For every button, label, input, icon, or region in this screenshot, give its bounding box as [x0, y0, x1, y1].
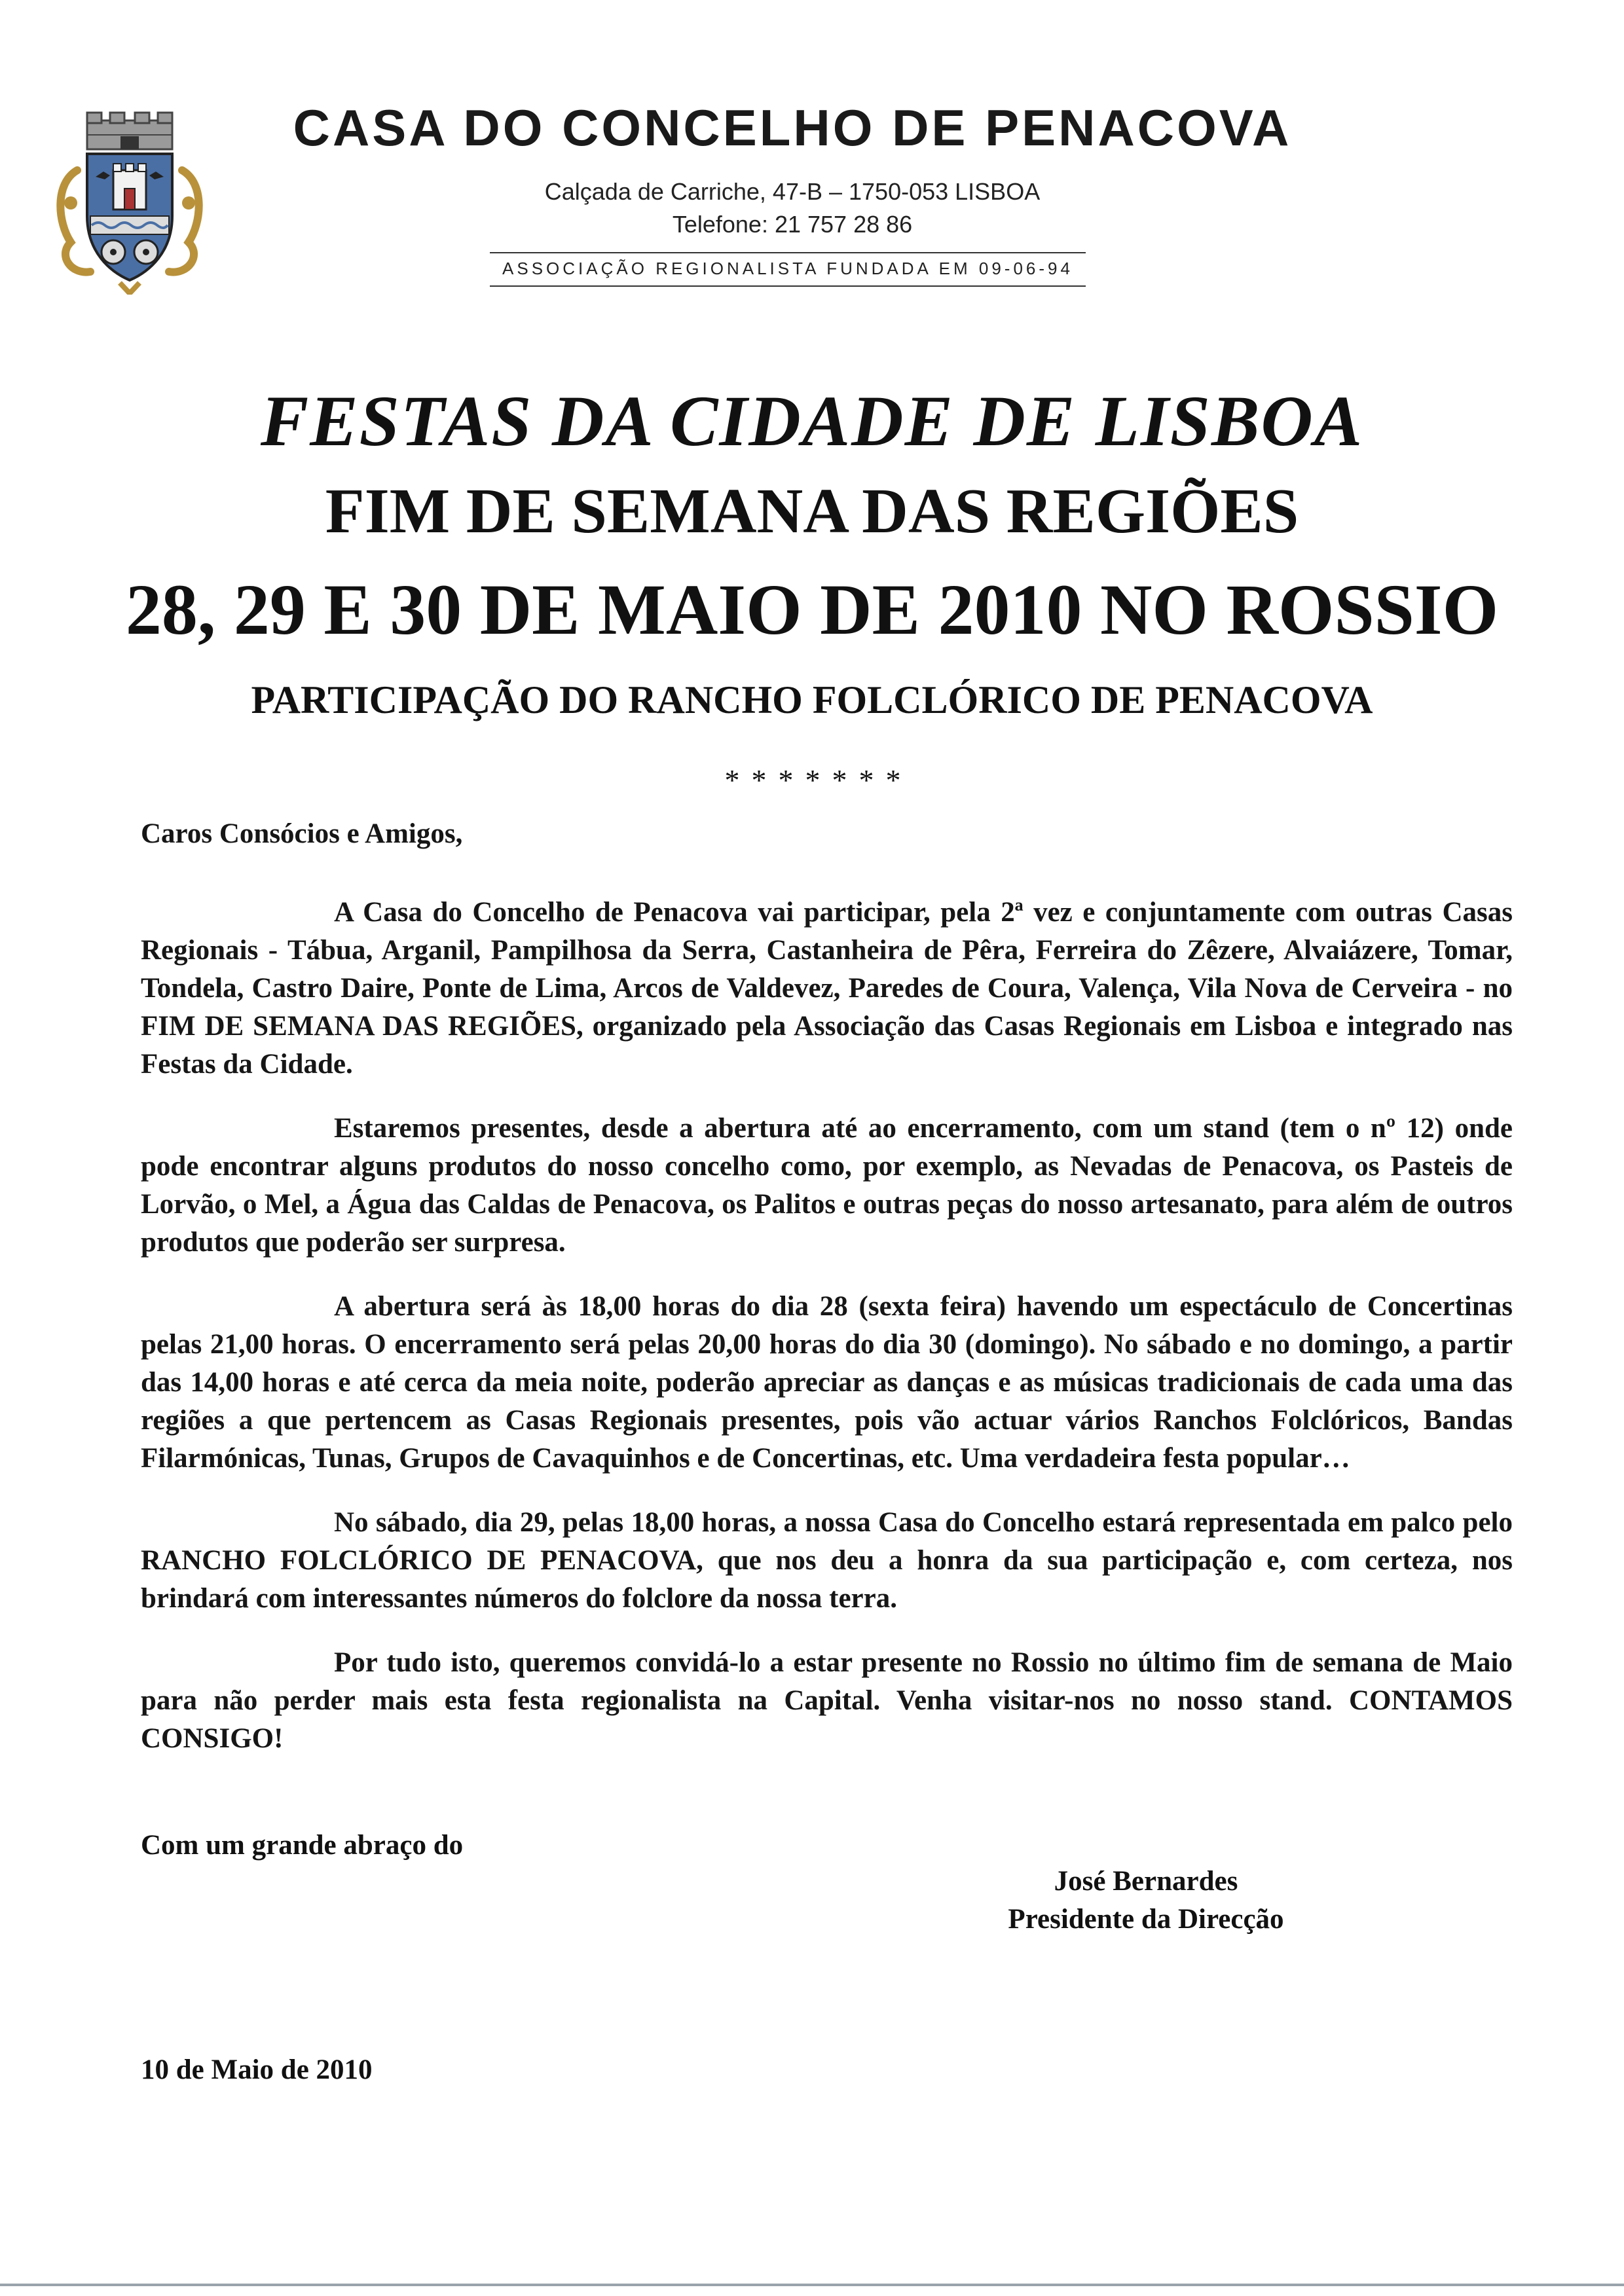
paragraph-3: A abertura será às 18,00 horas do dia 28 (sexta feira) havendo um espectáculo de Concertinas pelas 21,00 horas. O encerramento será pelas 20,00 horas do dia 30 (domingo). No sábado e no domingo, a partir das 14,00 horas e até cerca da meia noite, poderão apreciar as danças e as músicas tradicionais de cada uma das regiões a que pertencem as Casas Regionais presentes, pois vão actuar vários Ranchos Folclóricos, Bandas Filarmónicas, Tunas, Grupos de Cavaquinhos e de Concertinas, etc. Uma verdadeira festa popular…: [141, 1291, 1513, 1474]
paragraph-1: A Casa do Concelho de Penacova vai participar, pela 2ª vez e conjuntamente com outras Casas Regionais - Tábua, Arganil, Pampilhosa da Serra, Castanheira de Pêra, Ferreira do Zêzere, Alvaiázere, Tomar, Tondela, Castro Daire, Ponte de Lima, Arcos de Valdevez, Paredes de Coura, Valença, Vila Nova de Cerveira - no FIM DE SEMANA DAS REGIÕES, organizado pela Associação das Casas Regionais em Lisboa e integrado nas Festas da Cidade.: [141, 897, 1513, 1080]
headline-subtitle: FIM DE SEMANA DAS REGIÕES: [325, 476, 1299, 547]
association-line: ASSOCIAÇÃO REGIONALISTA FUNDADA EM 09-06-94: [490, 252, 1086, 287]
signer-name: José Bernardes: [1054, 1866, 1238, 1897]
scan-edge-divider: [0, 2284, 1624, 2286]
headline-dates: 28, 29 E 30 DE MAIO DE 2010 NO ROSSIO: [125, 570, 1499, 649]
letter-date: 10 de Maio de 2010: [141, 2054, 373, 2085]
headline-participation: PARTICIPAÇÃO DO RANCHO FOLCLÓRICO DE PENACOVA: [251, 678, 1373, 721]
municipal-crest-icon: [51, 111, 208, 295]
closing-line: Com um grande abraço do: [141, 1830, 464, 1861]
address-line: Calçada de Carriche, 47-B – 1750-053 LISBOA: [544, 178, 1041, 205]
paragraph-5: Por tudo isto, queremos convidá-lo a estar presente no Rossio no último fim de semana de Maio para não perder mais esta festa regionalista na Capital. Venha visitar-nos no nosso stand. CONTAMOS CONSIGO!: [141, 1647, 1513, 1754]
separator-stars: *******: [724, 763, 913, 797]
organization-address: [485, 175, 1100, 241]
signer-title: Presidente da Direcção: [1008, 1904, 1284, 1935]
signature-block: [851, 1863, 1441, 1939]
phone-line: Telefone: 21 757 28 86: [672, 211, 913, 238]
paragraph-4: No sábado, dia 29, pelas 18,00 horas, a nossa Casa do Concelho estará representada em palco pelo RANCHO FOLCLÓRICO DE PENACOVA, que nos deu a honra da sua participação e, com certeza, nos brindará com interessantes números do folclore da nossa terra.: [141, 1507, 1513, 1614]
paragraph-2: Estaremos presentes, desde a abertura até ao encerramento, com um stand (tem o nº 12) onde pode encontrar alguns produtos do nosso concelho como, por exemplo, as Nevadas de Penacova, os Pasteis de Lorvão, o Mel, a Água das Caldas de Penacova, os Palitos e outras peças do nosso artesanato, para além de outros produtos que poderão ser surpresa.: [141, 1113, 1513, 1258]
salutation: Caros Consócios e Amigos,: [141, 818, 463, 849]
headline-title: FESTAS DA CIDADE DE LISBOA: [260, 381, 1364, 461]
organization-name: CASA DO CONCELHO DE PENACOVA: [293, 99, 1292, 156]
letter-body: [141, 815, 1513, 1784]
